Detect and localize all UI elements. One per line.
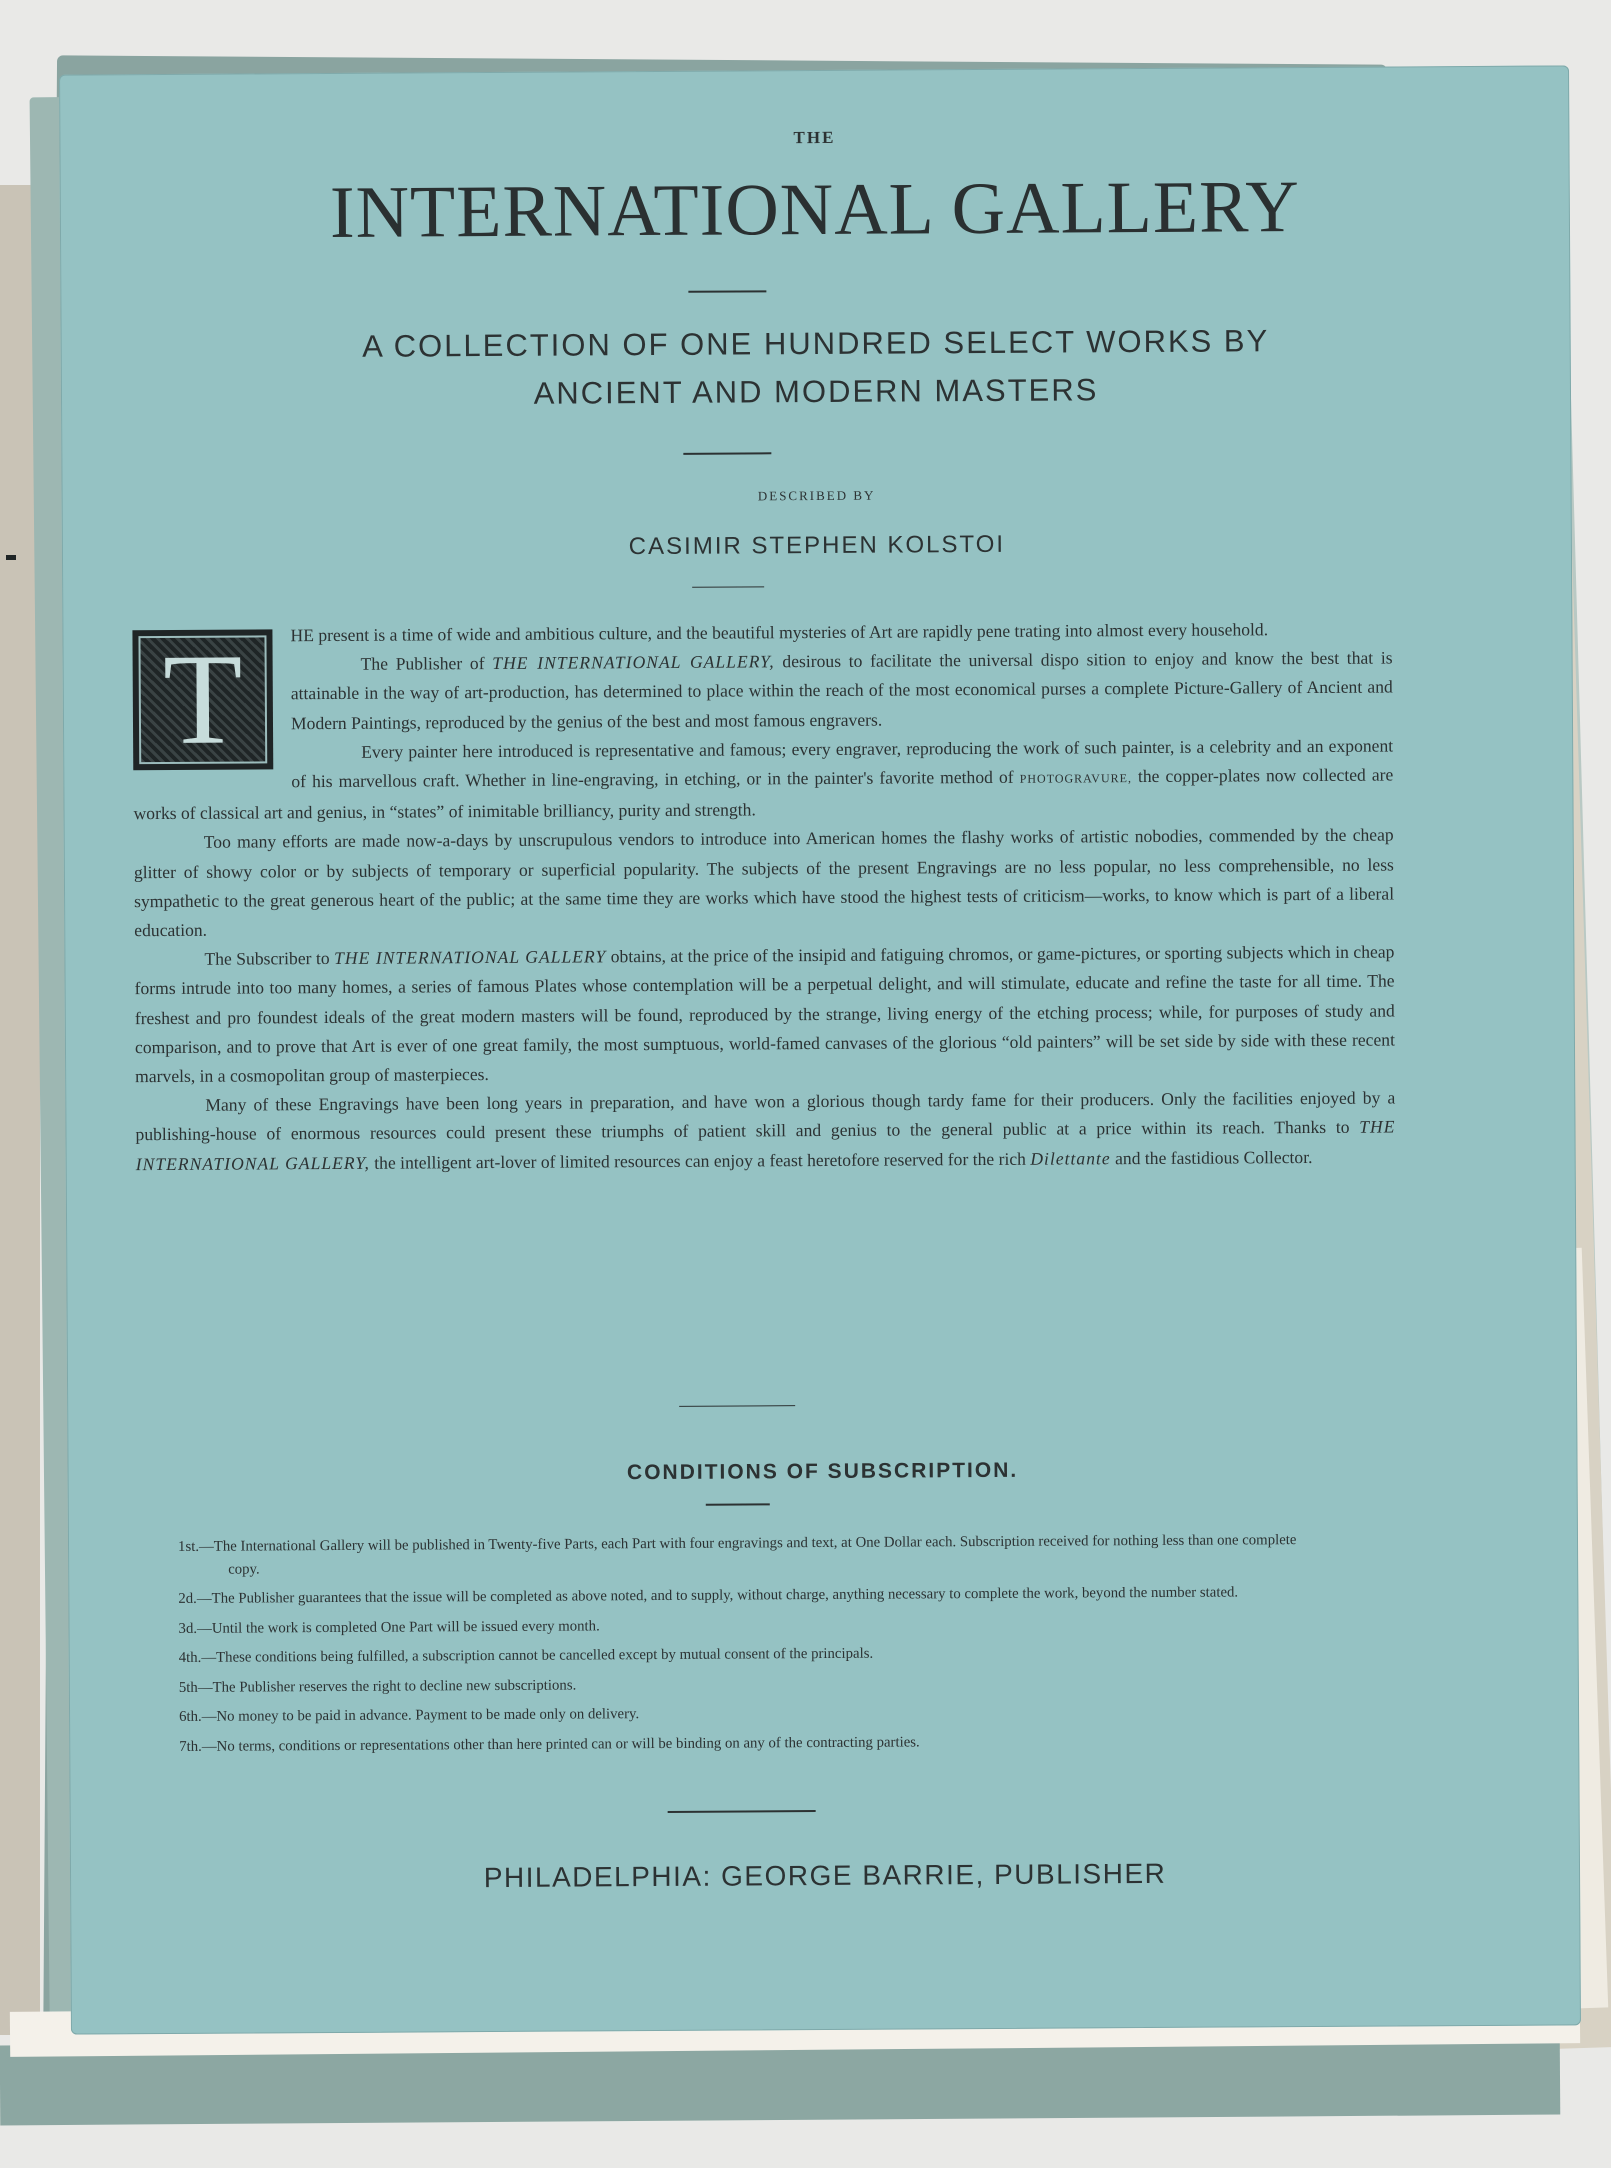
condition-item: 4th.—These conditions being fulfilled, a subscription cannot be cancelled except by mutual consent of the principals. [178,1645,874,1666]
introduction-text [132,614,1395,1179]
prospectus-page [59,65,1581,2034]
publication-title: THE INTERNATIONAL GALLERY [334,946,607,969]
described-by-label: DESCRIBED BY [757,487,876,504]
decorated-initial [132,627,273,773]
divider [688,290,766,292]
text: desirous to facilitate the universal dispo sition to enjoy and know the best that is attainable in the way of art-production, has determined to place within the reach of the most economical purses a complete Picture-Gallery of Ancient and Modern Paintings, reproduced by the genius of the best and most famous engravers. [290,647,1393,733]
divider [668,1810,816,1813]
subtitle-line-2: ANCIENT AND MODERN MASTERS [533,372,1099,411]
title-article: THE [793,127,836,148]
conditions-list [178,1529,1329,1765]
conditions-heading: CONDITIONS OF SUBSCRIPTION. [626,1458,1019,1485]
paragraph [134,938,1395,1092]
subtitle [61,315,1572,420]
publication-title: THE INTERNATIONAL GALLERY, [492,651,775,674]
binding-mark [6,555,16,560]
divider [679,1405,795,1407]
emphasis: Dilettante [1030,1147,1111,1169]
text: Every painter here introduced is representative and famous; every engraver, reproducing the work of such painter, is a celebrity and an exponent of his marvellous craft. Whether in line-engraving, in etching, or in the painter's favorite method of [291,735,1394,792]
page-title: INTERNATIONAL GALLERY [329,166,1301,254]
text: The Publisher of [360,653,485,675]
condition-item: 7th.—No terms, conditions or representations other than here printed can or will be binding on any of the contracting parties. [179,1733,920,1755]
paragraph: Too many efforts are made now-a-days by unscrupulous vendors to introduce into American homes the flashy works of artistic nobodies, commended by the cheap glitter of showy color or by subjects of temporary or superficial popularity. The subjects of the present Engravings are no less popular, no less comprehensible, no less sympathetic to the great generous heart of the public; at the same time they are works which have stood the highest tests of criticism—works, to know which is part of a liberal education. [133,824,1395,941]
condition-item: 2d.—The Publisher guarantees that the issue will be completed as above noted, and to supply, without charge, anything necessary to complete the work, beyond the number stated. [178,1584,1239,1607]
text: the intelligent art-lover of limited resources can enjoy a feast heretofore reserved for the rich [374,1148,1026,1173]
paragraph: HE present is a time of wide and ambitious culture, and the beautiful mysteries of Art are rapidly pene trating into almost every household. [290,619,1269,646]
text: The Subscriber to [204,948,330,969]
text: and the fastidious Collector. [1115,1146,1313,1168]
text: the copper-plates now collected are works of classical art and genius, in “states” of inimitable brilliancy, purity and strength. [133,764,1394,824]
paragraph [135,1084,1396,1179]
initial-letter: T [162,627,243,773]
subtitle-line-1: A COLLECTION OF ONE HUNDRED SELECT WORKS BY [362,323,1270,364]
condition-item: 3d.—Until the work is completed One Part will be issued every month. [178,1617,600,1637]
divider [692,586,764,587]
paragraph [133,731,1394,828]
condition-item: 6th.—No money to be paid in advance. Payment to be made only on delivery. [179,1706,640,1725]
paragraph [133,644,1394,739]
divider [683,452,771,455]
text: Many of these Engravings have been long years in preparation, and have won a glorious though tardy fame for their producers. Only the facilities enjoyed by a publishing-house of enormous resources could present these triumphs of patient skill and genius to the general public at a price within its reach. Thanks to [135,1087,1396,1145]
text: obtains, at the price of the insipid and fatiguing chromos, or game-pictures, or sporting subjects which in cheap forms intrude into too many homes, a series of famous Plates whose contemplation will be a perpetual delight, and will stimulate, educate and refine the taste for all time. The freshest and pro foundest ideals of the great modern masters will be found, reproduced by the strange, living energy of the etching process; while, for purposes of study and comparison, and to prove that Art is ever of one great family, the most sumptuous, world-famed canvases of the glorious “old painters” will be set side by side with these recent marvels, in a cosmopolitan group of masterpieces. [134,941,1396,1087]
publisher-imprint: PHILADELPHIA: GEORGE BARRIE, PUBLISHER [483,1857,1167,1894]
publication-title: THE INTERNATIONAL GALLERY, [135,1116,1396,1174]
condition-item: 5th—The Publisher reserves the right to decline new subscriptions. [178,1677,577,1696]
small-caps-term: PHOTOGRAVURE, [1019,771,1132,786]
author-name: CASIMIR STEPHEN KOLSTOI [628,530,1006,561]
condition-item: 1st.—The International Gallery will be published in Twenty-five Parts, each Part with four engravings and text, at One Dollar each. Subscription received for nothing less than one complete copy. [177,1532,1297,1578]
divider [706,1503,770,1505]
